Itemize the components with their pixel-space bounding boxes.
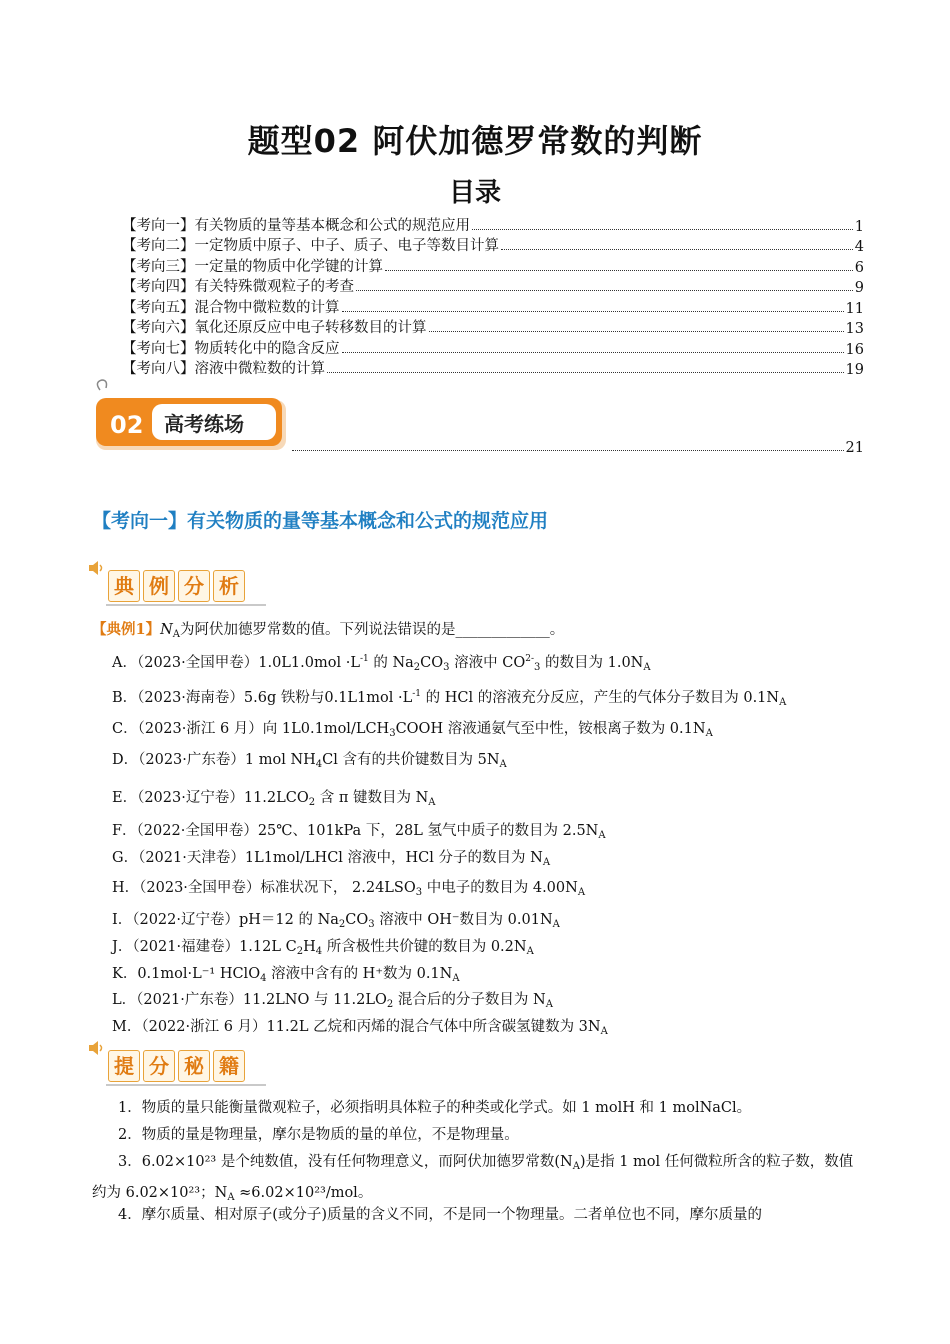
option-k[interactable]: K．0.1mol·L⁻¹ HClO$_4$ 溶液中含有的 H⁺数为 $0.1N_A$ [112, 966, 460, 984]
banner-char: 例 [143, 570, 175, 602]
option-i[interactable]: I．（2022·辽宁卷）pH＝12 的 $Na_2CO_3$ 溶液中 OH⁻数目为 $0.01N_A$ [112, 912, 560, 930]
tips-banner [88, 1040, 268, 1090]
option-g[interactable]: G．（2021·天津卷）1L1mol/LHCl 溶液中，HCl 分子的数目为 $N_A$ [112, 850, 551, 868]
page-title: 题型02 阿伏加德罗常数的判断 [247, 122, 703, 160]
example-stem: 【典例1】$N_A$为阿伏加德罗常数的值。下列说法错误的是_____________。 [92, 621, 565, 640]
example-label: 【典例1】 [92, 621, 161, 638]
toc-item[interactable]: 【考向八】溶液中微粒数的计算 19 [122, 361, 864, 378]
example-analysis-banner [88, 560, 268, 610]
banner-char: 秘 [178, 1050, 210, 1082]
banner-char: 析 [213, 570, 245, 602]
toc-item[interactable]: 【考向三】一定量的物质中化学键的计算 6 [122, 258, 864, 276]
banner-char: 分 [178, 570, 210, 602]
toc-item[interactable]: 【考向一】有关物质的量等基本概念和公式的规范应用 1 [122, 217, 864, 235]
banner-char: 分 [143, 1050, 175, 1082]
option-f[interactable]: F．（2022·全国甲卷）25℃、101kPa 下，28L 氢气中质子的数目为 $2.5N_A$ [112, 823, 606, 841]
option-h[interactable]: H．（2023·全国甲卷）标准状况下， $2.24LSO_3$ 中电子的数目为 $4.00N_A$ [112, 880, 586, 898]
toc-item[interactable]: 【考向五】混合物中微粒数的计算 11 [122, 299, 864, 317]
speaker-icon [88, 560, 106, 576]
banner-char: 典 [108, 570, 140, 602]
option-e[interactable]: E．（2023·辽宁卷）$11.2LCO_2$ 含 π 键数目为 $N_A$ [112, 790, 436, 808]
option-c[interactable]: C．（2023·浙江 6 月）向 $1L0.1mol/LCH_3COOH$ 溶液通氨气至中性，铵根离子数为 $0.1N_A$ [112, 721, 713, 739]
badge-number: 02 [110, 411, 144, 439]
toc-item[interactable]: 【考向七】物质转化中的隐含反应 16 [122, 340, 864, 358]
banner-char: 提 [108, 1050, 140, 1082]
option-d[interactable]: D．（2023·广东卷）1 mol $NH_4Cl$ 含有的共价键数目为 $5N_A$ [112, 752, 507, 770]
tip-paragraph: 3．6.02×10²³ 是个纯数值，没有任何物理意义，而阿伏加德罗常数$(N_A)$是指 1 mol 任何微粒所含的粒子数，数值约为 6.02×10²³；$N_A \approx 6.02\times 10^{23}/mol$。 [92, 1154, 854, 1203]
banner-char: 籍 [213, 1050, 245, 1082]
tip-paragraph: 1．物质的量只能衡量微观粒子，必须指明具体粒子的种类或化学式。如 1 molH 和 1 molNaCl。 [118, 1100, 752, 1116]
option-m[interactable]: M．（2022·浙江 6 月）11.2L 乙烷和丙烯的混合气体中所含碳氢键数为 $3N_A$ [112, 1019, 608, 1037]
toc-heading: 目录 [448, 178, 501, 208]
section-heading: 【考向一】有关物质的量等基本概念和公式的规范应用 [92, 510, 549, 532]
table-of-contents [122, 214, 864, 378]
toc-item[interactable]: 21 [290, 440, 864, 456]
option-j[interactable]: J．（2021·福建卷）1.12L $C_2H_4$ 所含极性共价键的数目为 $0.2N_A$ [112, 939, 534, 957]
option-l[interactable]: L．（2021·广东卷）11.2LNO 与 $11.2LO_2$ 混合后的分子数目为 $N_A$ [112, 992, 553, 1010]
answer-blank[interactable]: _____________ [455, 622, 550, 638]
toc-item[interactable]: 【考向四】有关特殊微观粒子的考查 9 [122, 279, 864, 296]
toc-item[interactable]: 【考向二】一定物质中原子、中子、质子、电子等数目计算 4 [122, 238, 864, 255]
option-b[interactable]: B．（2023·海南卷）5.6g 铁粉与$0.1L1mol \cdot L^{-1}$ 的 HCl 的溶液充分反应，产生的气体分子数目为 $0.1N_A$ [112, 689, 787, 708]
section-badge [88, 378, 288, 458]
option-a[interactable]: A．（2023·全国甲卷）$1.0L1.0mol \cdot L^{-1}$ 的 $Na_2CO_3$ 溶液中 $CO^{2-}_3$ 的数目为 $1.0N_A$ [112, 654, 651, 673]
tip-paragraph: 2．物质的量是物理量，摩尔是物质的量的单位，不是物理量。 [118, 1127, 519, 1143]
tip-paragraph: 4．摩尔质量、相对原子(或分子)质量的含义不同，不是同一个物理量。二者单位也不同，摩尔质量的 [118, 1207, 763, 1223]
toc-item[interactable]: 【考向六】氧化还原反应中电子转移数目的计算 13 [122, 320, 864, 337]
speaker-icon [88, 1040, 106, 1056]
badge-label: 高考练场 [164, 412, 244, 436]
